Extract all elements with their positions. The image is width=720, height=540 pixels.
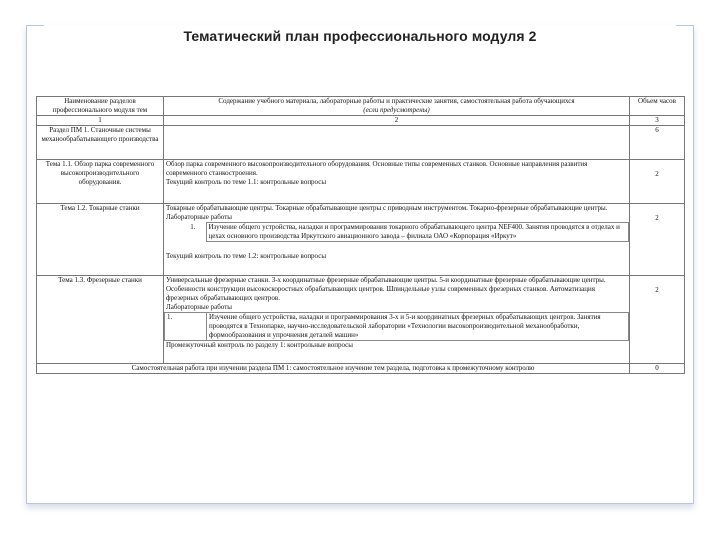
section-content bbox=[164, 126, 630, 160]
self-study-row bbox=[37, 364, 685, 374]
topic-1-3-hours-value: 2 bbox=[655, 286, 659, 294]
topic-1-2-lab-text: Изучение общего устройства, наладки и программирования токарного обрабатывающего центра NEF400. Занятия проводятся в отделах и цехах основного производства Иркутского авиационного завода – филиала ОАО «Корпорация «Иркут» bbox=[206, 223, 629, 242]
topic-1-3-control: Промежуточный контроль по разделу 1: контрольные вопросы bbox=[166, 341, 353, 349]
section-title: Раздел ПМ 1. Станочные системы механообрабатывающего производства bbox=[37, 126, 164, 160]
topic-row bbox=[37, 204, 685, 276]
col-number-3: 3 bbox=[630, 116, 685, 126]
topic-1-2-text: Токарные обрабатывающие центры. Токарные обрабатывающие центры с приводным инструментом. Токарно-фрезерные обрабатывающие центры. bbox=[166, 204, 608, 212]
topic-row bbox=[37, 276, 685, 364]
numbering-row bbox=[37, 116, 685, 126]
topic-1-3-hours bbox=[630, 276, 685, 364]
header-content-line2: (если предусмотрены) bbox=[363, 106, 430, 114]
topic-1-2-lab-heading: Лабораторные работы bbox=[166, 213, 232, 221]
topic-1-3-text: Универсальные фрезерные станки. 3-х координатные фрезерные обрабатывающие центры. 5-и координатные фрезерные обрабатывающие центры. Особенности конструкции высокоскоростных обрабатывающих центров. Шпиндельные узлы современных фрезерных станков. Автоматизация фрезерных обрабатывающих центров. bbox=[166, 276, 606, 302]
topic-1-1-title: Тема 1.1. Обзор парка современного высокопроизводительного оборудования. bbox=[37, 160, 164, 204]
topic-1-3-title: Тема 1.3. Фрезерные станки bbox=[37, 276, 164, 364]
topic-1-3-lab-text: Изучение общего устройства, наладки и программирования 3-х и 5-и координатных фрезерных обрабатывающих центров. Занятия проводятся в Технопарке, научно-исследовательской лаборатории «Технологии высокопроизводительной механообработки, формообразования и упрочнения деталей машин» bbox=[207, 313, 629, 341]
self-study-text: Самостоятельная работа при изучении раздела ПМ 1: самостоятельное изучение тем раздела, подготовка к промежуточному контролю bbox=[37, 364, 630, 374]
topic-1-3-lab-table bbox=[164, 312, 629, 341]
section-row bbox=[37, 126, 685, 160]
page-title: Тематический план профессионального модуля 2 bbox=[183, 28, 537, 44]
topic-1-1-text: Обзор парка современного высокопроизводительного оборудования. Основные типы современных станков. Основные направления развития современного станкостроения. bbox=[166, 160, 588, 177]
col-number-2: 2 bbox=[164, 116, 630, 126]
section-hours: 6 bbox=[630, 126, 685, 160]
topic-1-1-hours bbox=[630, 160, 685, 204]
topic-1-2-lab-table bbox=[164, 222, 629, 242]
topic-row bbox=[37, 160, 685, 204]
header-content-line1: Содержание учебного материала, лабораторные работы и практические занятия, самостоятельная работа обучающихся bbox=[218, 97, 575, 105]
topic-1-2-content bbox=[164, 204, 630, 276]
topic-1-2-hours-value: 2 bbox=[655, 214, 659, 222]
topic-1-3-lab-heading: Лабораторные работы bbox=[166, 303, 232, 311]
topic-1-2-title: Тема 1.2. Токарные станки bbox=[37, 204, 164, 276]
topic-1-1-control: Текущий контроль по теме 1.1: контрольные вопросы bbox=[166, 178, 327, 186]
topic-1-3-content bbox=[164, 276, 630, 364]
topic-1-1-hours-value: 2 bbox=[655, 170, 659, 178]
table-header-row bbox=[37, 97, 685, 116]
topic-1-2-hours bbox=[630, 204, 685, 276]
thematic-plan-table bbox=[36, 96, 685, 374]
header-hours: Объем часов bbox=[630, 97, 685, 116]
topic-1-1-content bbox=[164, 160, 630, 204]
col-number-1: 1 bbox=[37, 116, 164, 126]
topic-1-2-lab-number: 1. bbox=[190, 222, 196, 231]
topic-1-3-lab-number: 1. bbox=[165, 313, 207, 341]
header-content bbox=[164, 97, 630, 116]
self-study-hours: 0 bbox=[630, 364, 685, 374]
header-sections: Наименование разделов профессионального модуля тем bbox=[37, 97, 164, 116]
topic-1-2-control: Текущий контроль по теме 1.2: контрольные вопросы bbox=[166, 252, 327, 260]
